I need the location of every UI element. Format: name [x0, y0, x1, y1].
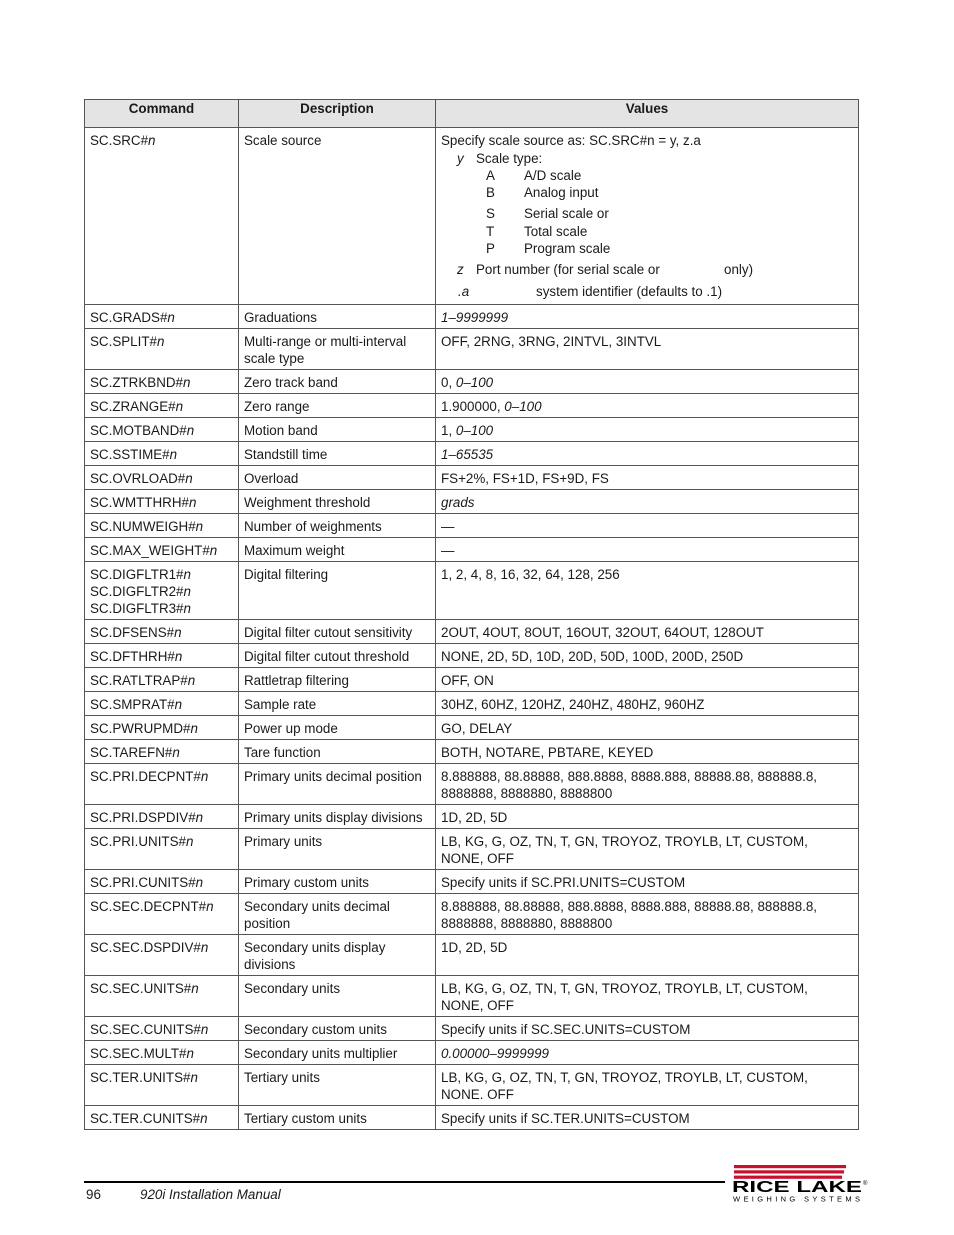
command-text: SC.SEC.MULT#: [90, 1046, 187, 1061]
description-cell: Tare function: [239, 740, 436, 764]
values-text: GO, DELAY: [441, 721, 513, 736]
command-variable: n: [183, 375, 191, 390]
command-cell: [85, 329, 239, 370]
command-cell: [85, 764, 239, 805]
command-cell: [85, 716, 239, 740]
command-cell: [85, 894, 239, 935]
command-cell: [85, 668, 239, 692]
values-cell: [436, 490, 859, 514]
command-text: SC.SRC#: [90, 133, 149, 148]
table-row: [85, 514, 859, 538]
values-text: 0,: [441, 375, 456, 390]
values-cell: [436, 1041, 859, 1065]
table-header-row: [85, 100, 859, 128]
command-variable: n: [200, 1111, 208, 1126]
values-text: —: [441, 543, 455, 558]
values-text: 30HZ, 60HZ, 120HZ, 240HZ, 480HZ, 960HZ: [441, 697, 705, 712]
command-text: SC.DIGFLTR1#: [90, 567, 184, 582]
values-cell: [436, 442, 859, 466]
description-cell: Primary units decimal position: [239, 764, 436, 805]
table-row: [85, 668, 859, 692]
values-cell: [436, 394, 859, 418]
values-italic-text: 0.00000–9999999: [441, 1046, 549, 1061]
description-cell: Secondary units multiplier: [239, 1041, 436, 1065]
description-cell: Secondary units display divisions: [239, 935, 436, 976]
description-cell: Sample rate: [239, 692, 436, 716]
description-cell: Secondary units decimal position: [239, 894, 436, 935]
description-cell: Maximum weight: [239, 538, 436, 562]
table-row: [85, 805, 859, 829]
type-label: A/D scale: [524, 168, 582, 183]
type-label: Serial scale or: [524, 206, 609, 221]
command-cell: [85, 305, 239, 329]
command-text: SC.SEC.CUNITS#: [90, 1022, 201, 1037]
table-row: [85, 740, 859, 764]
command-text: SC.PRI.UNITS#: [90, 834, 186, 849]
values-text: NONE, 2D, 5D, 10D, 20D, 50D, 100D, 200D, 250D: [441, 649, 744, 664]
command-text: SC.TAREFN#: [90, 745, 173, 760]
table-row: [85, 1017, 859, 1041]
values-text: 8.888888, 88.88888, 888.8888, 8888.888, 88888.88, 888888.8, 8888888, 8888880, 8888800: [441, 899, 818, 931]
values-cell: [436, 562, 859, 620]
logo-brand: RICE LAKE: [732, 1179, 863, 1196]
command-variable: n: [200, 769, 209, 784]
table-row: [85, 442, 859, 466]
command-variable: n: [167, 310, 175, 325]
command-text: SC.TER.CUNITS#: [90, 1111, 201, 1126]
type-code: B: [486, 185, 495, 200]
description-cell: Rattletrap filtering: [239, 668, 436, 692]
values-text: OFF, ON: [441, 673, 494, 688]
values-cell: [436, 329, 859, 370]
values-text: BOTH, NOTARE, PBTARE, KEYED: [441, 745, 654, 760]
command-cell: [85, 1041, 239, 1065]
command-text: SC.RATLTRAP#: [90, 673, 188, 688]
command-variable: n: [188, 495, 197, 510]
command-text: SC.PWRUPMD#: [90, 721, 191, 736]
values-cell: [436, 538, 859, 562]
description-cell: Multi-range or multi-interval scale type: [239, 329, 436, 370]
values-text: LB, KG, G, OZ, TN, T, GN, TROYOZ, TROYLB, LT, CUSTOM, NONE. OFF: [441, 1070, 808, 1102]
table-row: [85, 764, 859, 805]
values-column-header: Values: [436, 100, 859, 128]
command-variable: n: [174, 697, 183, 712]
command-cell: [85, 490, 239, 514]
command-cell: [85, 442, 239, 466]
command-variable: n: [195, 519, 204, 534]
command-text: SC.ZTRKBND#: [90, 375, 184, 390]
command-cell: [85, 620, 239, 644]
command-cell: [85, 644, 239, 668]
values-cell: [436, 620, 859, 644]
table-row: [85, 418, 859, 442]
command-text: SC.DIGFLTR3#: [90, 601, 184, 616]
table-row: [85, 562, 859, 620]
values-text: 1,: [441, 423, 456, 438]
command-variable: n: [172, 745, 180, 760]
command-variable: n: [195, 875, 204, 890]
table-row: [85, 935, 859, 976]
table-row: [85, 329, 859, 370]
port-number-label: Port number (for serial scale or: [476, 262, 660, 277]
values-text: 1D, 2D, 5D: [441, 810, 508, 825]
table-row: [85, 644, 859, 668]
values-text: LB, KG, G, OZ, TN, T, GN, TROYOZ, TROYLB, LT, CUSTOM, NONE, OFF: [441, 981, 808, 1013]
command-cell: [85, 514, 239, 538]
table-row: [85, 490, 859, 514]
values-italic-text: 0–100: [504, 399, 542, 414]
type-code: A: [486, 168, 495, 183]
description-cell: Primary units: [239, 829, 436, 870]
values-cell: [436, 466, 859, 490]
values-text: OFF, 2RNG, 3RNG, 2INTVL, 3INTVL: [441, 334, 662, 349]
command-variable: n: [156, 334, 165, 349]
command-text: SC.WMTTHRH#: [90, 495, 189, 510]
command-variable: n: [200, 1022, 209, 1037]
command-column-header: Command: [85, 100, 239, 128]
table-row: [85, 1065, 859, 1106]
table-row: [85, 870, 859, 894]
values-cell: [436, 976, 859, 1017]
port-number-only: only): [724, 262, 754, 277]
logo-tagline: WEIGHING SYSTEMS: [733, 1194, 860, 1204]
description-cell: Power up mode: [239, 716, 436, 740]
command-cell: [85, 1065, 239, 1106]
values-cell: [436, 829, 859, 870]
description-column-header: Description: [239, 100, 436, 128]
command-variable: n: [148, 133, 156, 148]
description-cell: Secondary custom units: [239, 1017, 436, 1041]
command-text: SC.MOTBAND#: [90, 423, 187, 438]
values-text: 8.888888, 88.88888, 888.8888, 8888.888, 88888.88, 888888.8, 8888888, 8888880, 8888800: [441, 769, 818, 801]
a-symbol: .a: [458, 284, 470, 299]
command-line: [90, 600, 233, 617]
description-cell: Scale source: [239, 128, 436, 305]
table-row: [85, 829, 859, 870]
command-text: SC.OVRLOAD#: [90, 471, 186, 486]
system-identifier-label: system identifier (defaults to .1): [536, 284, 723, 299]
values-text: —: [441, 519, 455, 534]
command-text: SC.SEC.DSPDIV#: [90, 940, 201, 955]
command-text: SC.SPLIT#: [90, 334, 157, 349]
values-text: 1D, 2D, 5D: [441, 940, 508, 955]
table-row: [85, 370, 859, 394]
command-cell: [85, 538, 239, 562]
command-variable: n: [183, 584, 191, 599]
type-label: Program scale: [524, 241, 611, 256]
command-cell: [85, 692, 239, 716]
values-cell: [436, 305, 859, 329]
description-cell: Weighment threshold: [239, 490, 436, 514]
command-variable: n: [190, 721, 198, 736]
type-code: S: [486, 206, 495, 221]
table-row: [85, 1041, 859, 1065]
values-cell: [436, 418, 859, 442]
description-cell: Overload: [239, 466, 436, 490]
table-row: [85, 394, 859, 418]
values-italic-text: 1–65535: [441, 447, 494, 462]
command-variable: n: [185, 471, 193, 486]
command-cell: [85, 562, 239, 620]
command-text: SC.PRI.CUNITS#: [90, 875, 196, 890]
description-cell: Standstill time: [239, 442, 436, 466]
description-cell: Number of weighments: [239, 514, 436, 538]
command-text: SC.SMPRAT#: [90, 697, 175, 712]
command-variable: n: [190, 1070, 198, 1085]
command-variable: n: [209, 543, 218, 558]
command-text: SC.DFSENS#: [90, 625, 175, 640]
logo-stripe: [734, 1165, 846, 1168]
command-variable: n: [174, 649, 183, 664]
command-line: [90, 566, 233, 583]
command-variable: n: [195, 810, 204, 825]
command-cell: [85, 870, 239, 894]
command-variable: n: [175, 399, 184, 414]
command-text: SC.DIGFLTR2#: [90, 584, 184, 599]
command-text: SC.ZRANGE#: [90, 399, 176, 414]
command-text: SC.SEC.DECPNT#: [90, 899, 207, 914]
description-cell: Digital filter cutout threshold: [239, 644, 436, 668]
values-cell: [436, 764, 859, 805]
description-cell: Zero range: [239, 394, 436, 418]
command-variable: n: [186, 1046, 194, 1061]
y-symbol: y: [457, 151, 464, 166]
description-cell: Primary custom units: [239, 870, 436, 894]
values-cell: [436, 1106, 859, 1130]
values-text: Specify units if SC.PRI.UNITS=CUSTOM: [441, 875, 686, 890]
table-row: [85, 305, 859, 329]
command-cell: [85, 1017, 239, 1041]
values-text: 1.900000,: [441, 399, 505, 414]
rice-lake-logo: [726, 1165, 874, 1205]
command-variable: n: [186, 423, 195, 438]
values-cell: [436, 128, 859, 305]
table-row: [85, 538, 859, 562]
command-variable: n: [185, 834, 194, 849]
command-text: SC.MAX_WEIGHT#: [90, 543, 210, 558]
values-italic-text: 1–9999999: [441, 310, 509, 325]
values-text: FS+2%, FS+1D, FS+9D, FS: [441, 471, 609, 486]
command-cell: [85, 466, 239, 490]
description-cell: Graduations: [239, 305, 436, 329]
command-variable: n: [206, 899, 214, 914]
type-label: Analog input: [524, 185, 599, 200]
command-cell: [85, 976, 239, 1017]
command-text: SC.PRI.DSPDIV#: [90, 810, 196, 825]
values-text: 1, 2, 4, 8, 16, 32, 64, 128, 256: [441, 567, 620, 582]
values-text: Specify units if SC.TER.UNITS=CUSTOM: [441, 1111, 690, 1126]
command-cell: [85, 418, 239, 442]
command-cell: [85, 740, 239, 764]
command-cell: [85, 829, 239, 870]
command-text: SC.GRADS#: [90, 310, 168, 325]
values-text: LB, KG, G, OZ, TN, T, GN, TROYOZ, TROYLB, LT, CUSTOM, NONE, OFF: [441, 834, 808, 866]
table-row: [85, 466, 859, 490]
command-line: [90, 583, 233, 600]
values-cell: [436, 894, 859, 935]
values-cell: [436, 740, 859, 764]
description-cell: Digital filter cutout sensitivity: [239, 620, 436, 644]
values-cell: [436, 668, 859, 692]
values-italic-text: 0–100: [455, 375, 494, 390]
command-variable: n: [174, 625, 182, 640]
type-code: T: [486, 224, 495, 239]
command-variable: n: [200, 940, 209, 955]
command-variable: n: [169, 447, 178, 462]
description-cell: Secondary units: [239, 976, 436, 1017]
values-text: 2OUT, 4OUT, 8OUT, 16OUT, 32OUT, 64OUT, 128OUT: [441, 625, 764, 640]
description-cell: Zero track band: [239, 370, 436, 394]
table-row: [85, 692, 859, 716]
command-variable: n: [183, 601, 191, 616]
description-cell: Tertiary custom units: [239, 1106, 436, 1130]
logo-registered: ®: [863, 1181, 868, 1187]
values-cell: [436, 1017, 859, 1041]
command-variable: n: [183, 567, 191, 582]
source-spec-text: Specify scale source as: SC.SRC#n = y, z.a: [441, 133, 701, 148]
command-cell: [85, 394, 239, 418]
command-cell: [85, 935, 239, 976]
values-cell: [436, 935, 859, 976]
values-cell: [436, 514, 859, 538]
values-cell: [436, 716, 859, 740]
type-code: P: [486, 241, 495, 256]
command-text: SC.SEC.UNITS#: [90, 981, 192, 996]
command-text: SC.TER.UNITS#: [90, 1070, 191, 1085]
command-text: SC.NUMWEIGH#: [90, 519, 196, 534]
description-cell: Primary units display divisions: [239, 805, 436, 829]
z-symbol: z: [457, 262, 464, 277]
table-row: [85, 620, 859, 644]
values-cell: [436, 370, 859, 394]
command-cell: [85, 370, 239, 394]
scale-type-label: Scale type:: [476, 151, 543, 166]
command-cell: [85, 805, 239, 829]
type-label: Total scale: [524, 224, 588, 239]
table-row: [85, 976, 859, 1017]
description-cell: Tertiary units: [239, 1065, 436, 1106]
command-cell: [85, 128, 239, 305]
command-cell: [85, 1106, 239, 1130]
table-row: [85, 128, 859, 305]
values-cell: [436, 805, 859, 829]
values-cell: [436, 870, 859, 894]
command-variable: n: [191, 981, 199, 996]
manual-title: 920i Installation Manual: [140, 1187, 281, 1202]
values-cell: [436, 1065, 859, 1106]
command-text: SC.SSTIME#: [90, 447, 170, 462]
values-cell: [436, 692, 859, 716]
table-row: [85, 1106, 859, 1130]
table-row: [85, 894, 859, 935]
command-table: [84, 99, 859, 1130]
values-italic-text: 0–100: [455, 423, 494, 438]
values-text: Specify units if SC.SEC.UNITS=CUSTOM: [441, 1022, 691, 1037]
command-variable: n: [187, 673, 196, 688]
command-text: SC.PRI.DECPNT#: [90, 769, 201, 784]
description-cell: Digital filtering: [239, 562, 436, 620]
values-italic-text: grads: [441, 495, 475, 510]
table-row: [85, 716, 859, 740]
page-number: 96: [86, 1187, 101, 1202]
scale-source-values: [441, 132, 853, 302]
logo-stripe: [734, 1170, 844, 1173]
footer-rule: [84, 1181, 725, 1183]
description-cell: Motion band: [239, 418, 436, 442]
command-text: SC.DFTHRH#: [90, 649, 175, 664]
values-cell: [436, 644, 859, 668]
